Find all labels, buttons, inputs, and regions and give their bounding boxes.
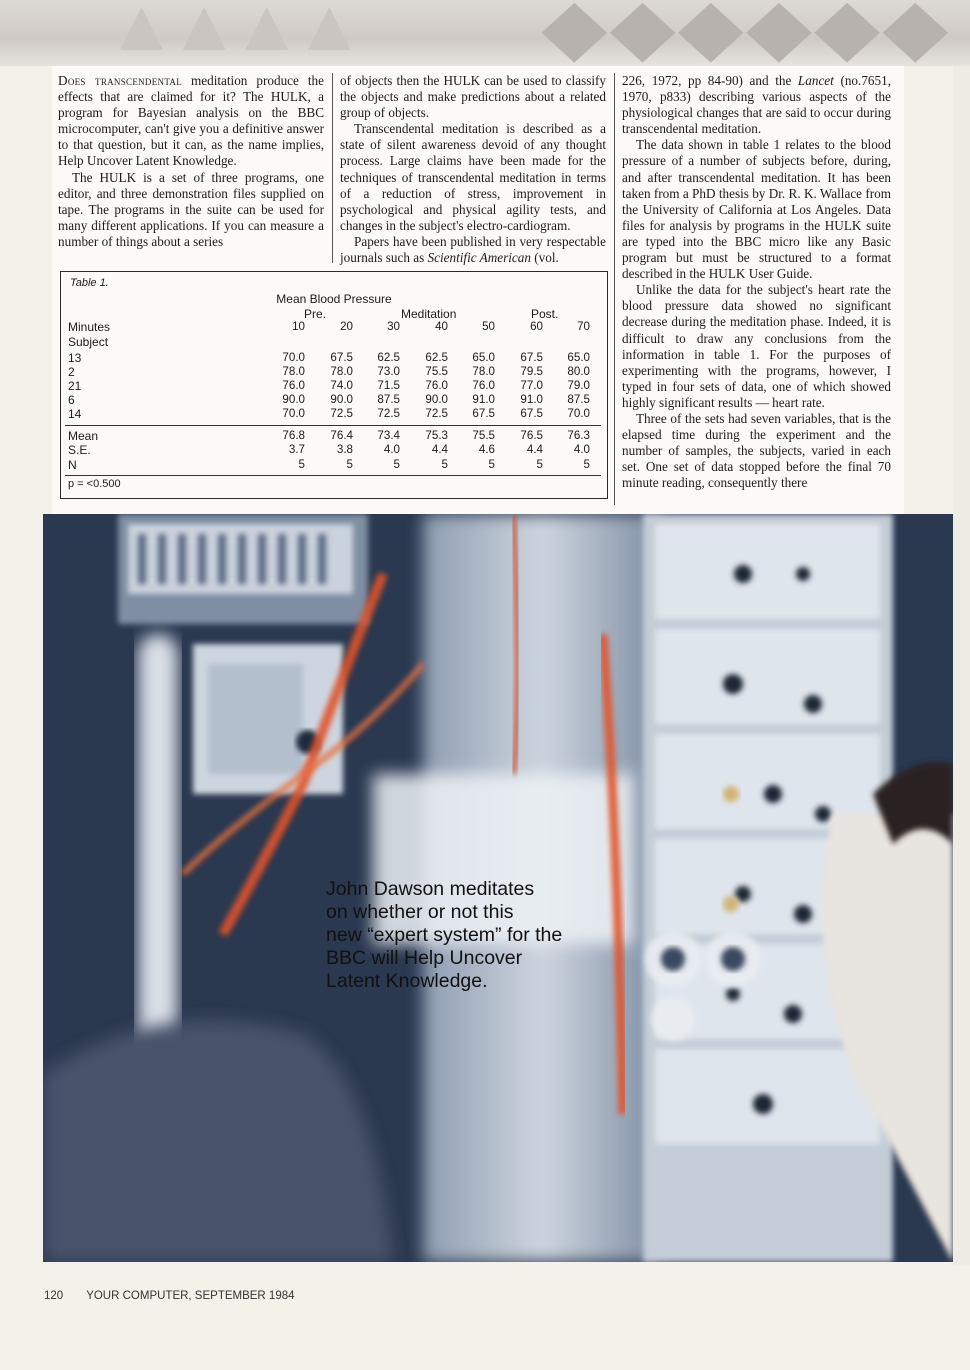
col3-paragraph-1: [622, 73, 891, 137]
table-cell: 76.0: [425, 379, 448, 392]
table-heading: Mean Blood Pressure: [276, 292, 392, 306]
table-cell: 65.0: [472, 351, 495, 364]
subject-id: 6: [68, 393, 75, 407]
table-cell: 90.0: [425, 393, 448, 406]
table-cell: 78.0: [282, 365, 305, 378]
column-2: [340, 73, 606, 266]
table-cell: 71.5: [377, 379, 400, 392]
col2-paragraph-1: of objects then the HULK can be used to classify the objects and make predictions about a related group of objects.: [340, 73, 606, 121]
minute-header: 60: [530, 320, 543, 333]
table-cell: 90.0: [330, 393, 353, 406]
stat-cell: 5: [488, 458, 495, 471]
col2-paragraph-2: Transcendental meditation is described as a state of silent awareness devoid of any thought process. Large claims have been made for the techniques of transcendental meditation in terms of a reduction of stress, improvement in psychological and physical agility tests, and changes in the subject's electro-cardiogram.: [340, 121, 606, 233]
stat-cell: 5: [583, 458, 590, 471]
table-cell: 67.5: [330, 351, 353, 364]
table-cell: 72.5: [377, 407, 400, 420]
table-cell: 87.5: [377, 393, 400, 406]
table-cell: 78.0: [472, 365, 495, 378]
table-cell: 78.0: [330, 365, 353, 378]
table-cell: 91.0: [520, 393, 543, 406]
table-cell: 65.0: [567, 351, 590, 364]
stat-label: N: [68, 458, 77, 472]
adjacent-page-edge: [953, 66, 970, 1266]
minute-header: 20: [340, 320, 353, 333]
caption-line: BBC will Help Uncover: [326, 947, 523, 969]
col3-p1-a: 226, 1972, pp 84-90) and the: [622, 73, 798, 88]
table-cell: 80.0: [567, 365, 590, 378]
table-cell: 70.0: [282, 351, 305, 364]
subject-label: Subject: [68, 335, 109, 349]
stat-cell: 5: [536, 458, 543, 471]
table-cell: 76.0: [282, 379, 305, 392]
table-cell: 74.0: [330, 379, 353, 392]
col3-paragraph-3: Unlike the data for the subject's heart rate the blood pressure data showed no significant decrease during the meditation phase. Indeed, it is difficult to draw any conclusions from the information in table 1. For the purposes of experimenting with the programs, however, I typed in four sets of data, one of which showed highly significant results — heart rate.: [622, 282, 891, 410]
minute-header: 70: [577, 320, 590, 333]
col3-paragraph-4: Three of the sets had seven variables, that is the elapsed time during the experiment and the number of samples, the subjects, varied in each set. One set of data stopped before the final 70 minute reading, consequently there: [622, 410, 891, 491]
minute-header: 40: [435, 320, 448, 333]
stat-cell: 5: [346, 458, 353, 471]
col3-paragraph-2: The data shown in table 1 relates to the blood pressure of a number of subjects before, during, and after transcendental meditation. It has been taken from a PhD thesis by Dr. R. K. Wallace from the University of California at Los Angeles. Data files for analysis by programs in the HULK suite are typed into the BBC micro like any Basic program but must be structured to a format described in the HULK User Guide.: [622, 137, 891, 282]
minutes-label: Minutes: [68, 320, 111, 334]
drop-lead: Does transcendental: [58, 73, 182, 88]
stat-label: S.E.: [68, 443, 91, 457]
col2-p3-text: Papers have been published in very respectable journals such as: [340, 233, 606, 266]
stat-cell: 76.3: [567, 429, 590, 442]
stat-cell: 3.8: [336, 443, 353, 456]
minute-header: 50: [482, 320, 495, 333]
stat-label: Mean: [68, 429, 99, 443]
table-cell: 67.5: [520, 407, 543, 420]
table-footnote: p = <0.500: [68, 478, 121, 490]
stat-cell: 73.4: [377, 429, 400, 442]
stat-cell: 4.0: [383, 443, 400, 456]
caption-line: Latent Knowledge.: [326, 970, 488, 992]
stat-cell: 4.4: [431, 443, 448, 456]
blood-pressure-table: [60, 271, 608, 499]
table-cell: 90.0: [282, 393, 305, 406]
table-cell: 67.5: [472, 407, 495, 420]
top-banner: [0, 0, 970, 66]
table-cell: 91.0: [472, 393, 495, 406]
banner-ghost-title: ◆◆◆◆◆◆: [541, 0, 951, 66]
table-cell: 62.5: [377, 351, 400, 364]
table-divider: [65, 425, 601, 426]
table-label: Table 1.: [70, 277, 109, 289]
col1-p1-text: meditation produce the effects that are claimed for it? The HULK, a program for Bayesian analysis on the BBC microcomputer, can't give you a definitive answer to that question, but it can, as the name implies, Help Uncover Latent Knowledge.: [58, 73, 324, 169]
stat-cell: 5: [393, 458, 400, 471]
photo-caption: [326, 878, 646, 993]
journal-name: Scientific American: [427, 250, 531, 266]
table-cell: 73.0: [377, 365, 400, 378]
column-1: [58, 73, 324, 250]
column-rule: [614, 73, 615, 505]
column-3: [622, 73, 891, 491]
minute-header: 30: [387, 320, 400, 333]
stat-cell: 4.4: [526, 443, 543, 456]
stat-cell: 5: [441, 458, 448, 471]
table-cell: 72.5: [330, 407, 353, 420]
publication-line: YOUR COMPUTER, SEPTEMBER 1984: [86, 1290, 295, 1302]
page-number: 120: [44, 1290, 64, 1302]
banner-ghost-left: ▲ ▲ ▲ ▲: [120, 0, 351, 57]
table-cell: 72.5: [425, 407, 448, 420]
phase-post: Post.: [531, 307, 559, 321]
table-cell: 75.5: [425, 365, 448, 378]
stat-cell: 75.5: [472, 429, 495, 442]
col1-paragraph-2: The HULK is a set of three programs, one editor, and three demonstration files supplied on tape. The programs in the suite can be used for many different applications. If you can measure a number of things about a series: [58, 169, 324, 249]
stat-cell: 76.5: [520, 429, 543, 442]
table-divider: [65, 475, 601, 476]
caption-line: new “expert system” for the: [326, 924, 563, 946]
col1-paragraph-1: [58, 73, 324, 170]
phase-meditation: Meditation: [401, 307, 457, 321]
page-footer: [44, 1290, 295, 1302]
stat-cell: 76.4: [330, 429, 353, 442]
subject-id: 21: [68, 379, 82, 393]
table-cell: 76.0: [472, 379, 495, 392]
phase-pre: Pre.: [304, 307, 327, 321]
subject-id: 2: [68, 365, 75, 379]
stat-cell: 76.8: [282, 429, 305, 442]
table-cell: 62.5: [425, 351, 448, 364]
stat-cell: 4.6: [478, 443, 495, 456]
column-rule: [332, 73, 333, 263]
table-cell: 70.0: [282, 407, 305, 420]
col3-p1-b: (no.7651, 1970, p833) describing various aspects of the physiological changes that are said to occur during transcendental meditation.: [622, 73, 891, 137]
stat-cell: 5: [298, 458, 305, 471]
table-cell: 79.5: [520, 365, 543, 378]
table-cell: 70.0: [567, 407, 590, 420]
table-cell: 67.5: [520, 351, 543, 364]
stat-cell: 4.0: [573, 443, 590, 456]
table-cell: 79.0: [567, 379, 590, 392]
journal-name: Lancet: [797, 73, 834, 88]
stat-cell: 75.3: [425, 429, 448, 442]
col2-paragraph-3: [340, 234, 606, 266]
minute-header: 10: [292, 320, 305, 333]
caption-line: on whether or not this: [326, 901, 514, 923]
caption-line: John Dawson meditates: [326, 878, 535, 900]
col2-p3-tail: (vol.: [530, 250, 559, 266]
table-cell: 87.5: [567, 393, 590, 406]
subject-id: 13: [68, 351, 82, 365]
table-cell: 77.0: [520, 379, 543, 392]
stat-cell: 3.7: [288, 443, 305, 456]
subject-id: 14: [68, 407, 82, 421]
